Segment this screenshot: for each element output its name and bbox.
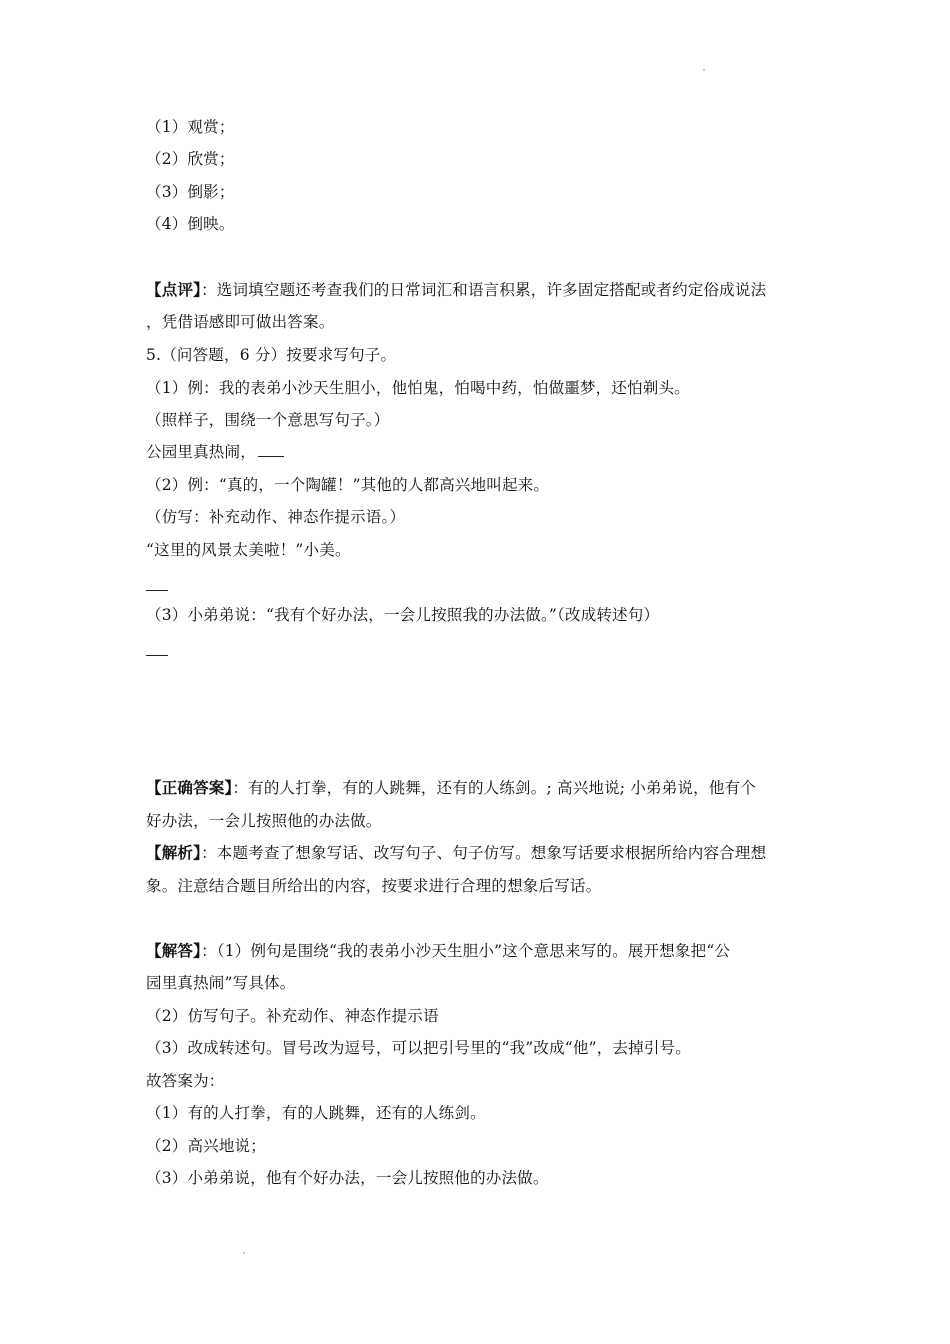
question-5-part1-instruction: （照样子，围绕一个意思写句子。） <box>146 411 390 429</box>
solution-line-5: 故答案为： <box>146 1072 225 1090</box>
answer-blank-3[interactable] <box>146 655 168 656</box>
comment-label: 【点评】 <box>146 280 202 299</box>
solution-line-8: （3）小弟弟说，他有个好办法，一会儿按照他的办法做。 <box>146 1169 549 1187</box>
comment-line-1 <box>146 280 766 300</box>
solution-text-1: ：（1）例句是围绕“我的表弟小沙天生胆小”这个意思来写的。展开想象把“公 <box>201 942 731 960</box>
comment-text-1: ：选词填空题还考查我们的日常词汇和语言积累，许多固定搭配或者约定俗成说法 <box>201 281 767 299</box>
prev-answer-3: （3）倒影； <box>146 183 235 201</box>
solution-line-6: （1）有的人打拳，有的人跳舞，还有的人练剑。 <box>146 1104 486 1122</box>
scan-dot <box>243 1252 245 1254</box>
question-5-part2-prompt: “这里的风景太美啦！”小美。 <box>146 541 351 559</box>
answer-blank-1[interactable] <box>258 442 284 457</box>
question-5-part3-prompt: （3）小弟弟说：“我有个好办法，一会儿按照我的办法做。”（改成转述句） <box>146 606 660 624</box>
correct-answer-line-2: 好办法，一会儿按照他的办法做。 <box>146 812 382 830</box>
solution-line-7: （2）高兴地说； <box>146 1137 266 1155</box>
solution-label: 【解答】 <box>146 941 202 960</box>
prev-answer-1: （1）观赏； <box>146 118 235 136</box>
analysis-text-1: ：本题考查了想象写话、改写句子、句子仿写。想象写话要求根据所给内容合理想 <box>201 844 767 862</box>
scan-dot <box>703 69 705 71</box>
question-5-part1-example: （1）例：我的表弟小沙天生胆小，他怕鬼，怕喝中药，怕做噩梦，还怕剃头。 <box>146 379 690 397</box>
analysis-label: 【解析】 <box>146 843 202 862</box>
correct-answer-text-1: ：有的人打拳，有的人跳舞，还有的人练剑。; 高兴地说; 小弟弟说，他有个 <box>232 779 756 797</box>
solution-line-4: （3）改成转述句。冒号改为逗号，可以把引号里的“我”改成“他”，去掉引号。 <box>146 1039 691 1057</box>
question-5-part2-example: （2）例：“真的，一个陶罐！”其他的人都高兴地叫起来。 <box>146 476 550 494</box>
prev-answer-4: （4）倒映。 <box>146 215 235 233</box>
comment-line-2: ，凭借语感即可做出答案。 <box>146 313 335 331</box>
solution-line-2: 园里真热闹”写具体。 <box>146 974 296 992</box>
analysis-line-2: 象。注意结合题目所给出的内容，按要求进行合理的想象后写话。 <box>146 877 602 895</box>
prev-answer-2: （2）欣赏； <box>146 150 235 168</box>
solution-line-3: （2）仿写句子。补充动作、神态作提示语 <box>146 1007 439 1025</box>
question-5-part2-instruction: （仿写：补充动作、神态作提示语。） <box>146 508 406 526</box>
correct-answer-line-1 <box>146 778 756 798</box>
correct-answer-label: 【正确答案】 <box>146 778 233 797</box>
question-5-part1-prompt: 公园里真热闹， <box>146 443 256 461</box>
solution-line-1 <box>146 941 730 961</box>
question-5-title: 5.（问答题，6 分）按要求写句子。 <box>146 346 397 364</box>
question-5-part1-prompt-line <box>146 442 284 462</box>
answer-blank-2[interactable] <box>146 590 168 591</box>
analysis-line-1 <box>146 843 766 863</box>
